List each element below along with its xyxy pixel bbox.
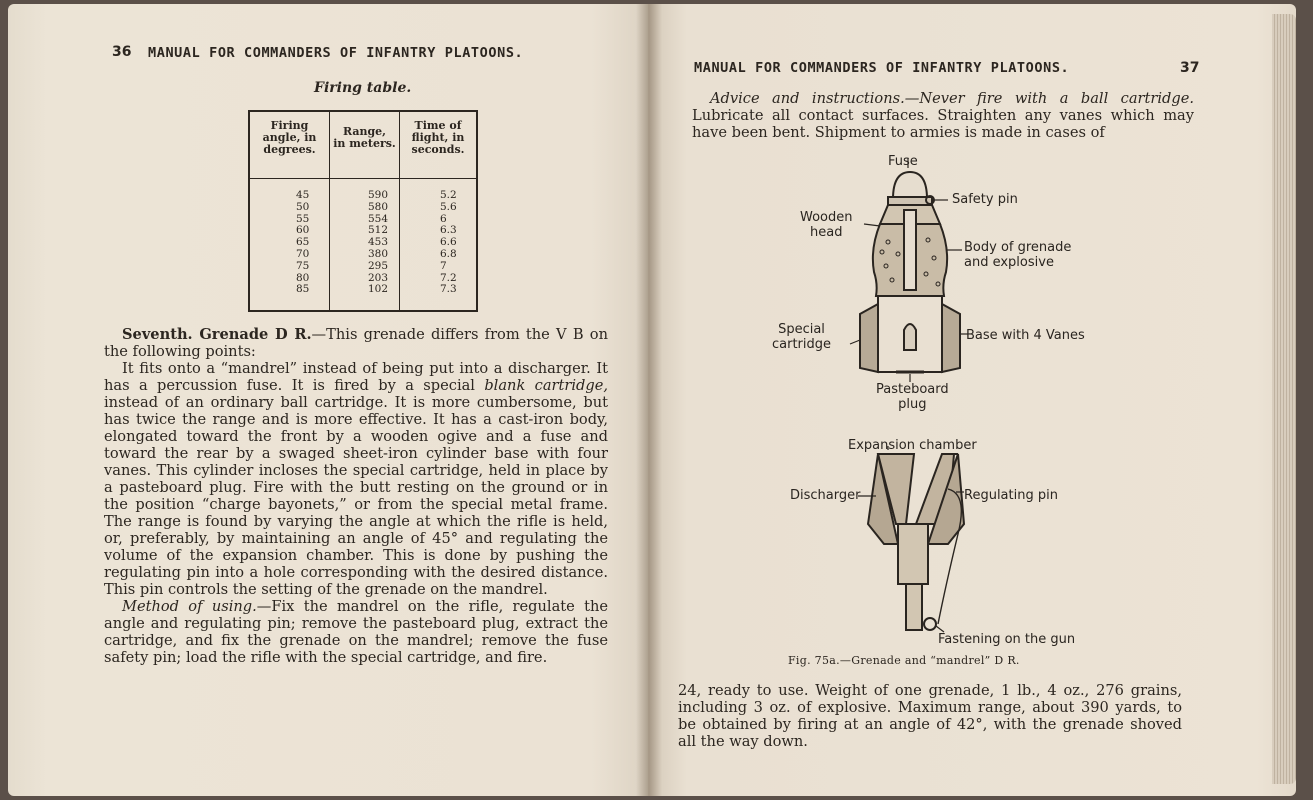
right-page-number: 37 (1180, 60, 1200, 76)
label-safety-pin: Safety pin (952, 192, 1018, 207)
table-cell: 45 (296, 189, 310, 201)
label-expansion-chamber: Expansion chamber (848, 438, 977, 453)
table-cell: 5.2 (440, 189, 457, 201)
section-intro: —This grenade differs from the V B on the following points: (104, 326, 608, 360)
label-regulating-pin: Regulating pin (964, 488, 1058, 503)
label-body: Body of grenade and explosive (964, 240, 1072, 270)
section-heading: Seventh. Grenade D R. (122, 326, 312, 343)
angle-header: Firing angle, in degrees. (262, 119, 317, 156)
table-cell: 70 (296, 247, 310, 260)
firing-table (248, 110, 478, 312)
advice-text: Lubricate all contact surfaces. Straighten any vanes which may have been bent. Shipment to armies is made in cases of (692, 107, 1194, 141)
table-cell: 7.2 (440, 271, 457, 284)
right-running-head: MANUAL FOR COMMANDERS OF INFANTRY PLATOONS. (694, 60, 1070, 76)
time-column (400, 112, 476, 310)
table-cell: 75 (296, 259, 310, 272)
label-base: Base with 4 Vanes (966, 328, 1085, 343)
table-cell: 590 (368, 189, 389, 201)
left-running-head: MANUAL FOR COMMANDERS OF INFANTRY PLATOONS. (148, 45, 524, 61)
page-edges (1272, 14, 1296, 784)
para1-b: instead of an ordinary ball cartridge. It is more cumbersome, but has twice the range and is more effective. It has a cast-iron body, elongated toward the front by a wooden ogive and a fuse and toward the rear by a swaged sheet-iron cylinder base with four vanes. This cylinder incloses the special cartridge, held in place by a pasteboard plug. Fire with the butt resting on the ground or in the position “charge bayonets,” or from the special metal frame. The range is found by varying the angle at which the rifle is held, or, preferably, by maintaining an angle of 45° and regulating the volume of the expansion chamber. This is done by pushing the regulating pin into a hole corresponding with the desired distance. This pin controls the setting of the grenade on the mandrel. (104, 394, 608, 598)
table-cell: 580 (368, 200, 389, 213)
table-cell: 203 (368, 271, 389, 284)
left-page (8, 4, 656, 796)
label-wooden-head: Wooden head (800, 210, 853, 240)
para1-italic: blank cartridge, (484, 377, 608, 394)
table-cell: 55 (296, 212, 310, 225)
range-header: Range, in meters. (333, 125, 396, 150)
angle-column (250, 112, 330, 310)
time-header: Time of flight, in seconds. (411, 119, 465, 156)
table-cell: 6.8 (440, 247, 457, 260)
firing-table-title: Firing table. (314, 80, 412, 96)
table-cell: 65 (296, 236, 310, 249)
label-fuse: Fuse (888, 154, 918, 169)
range-column (330, 112, 400, 310)
angle-values (296, 190, 309, 296)
table-header-rule (250, 178, 476, 179)
table-cell: 60 (296, 224, 310, 237)
table-cell: 554 (368, 212, 389, 225)
figure-caption: Fig. 75a.—Grenade and “mandrel” D R. (788, 654, 1020, 667)
table-cell: 512 (368, 224, 389, 237)
bottom-paragraph: 24, ready to use. Weight of one grenade, 1 lb., 4 oz., 276 grains, including 3 oz. of explosive. Maximum range, about 390 yards, to be obtained by firing at an angle of 42°, with the grenade shoved all the way down. (678, 682, 1182, 750)
table-cell: 7 (440, 259, 447, 272)
table-cell: 7.3 (440, 283, 457, 296)
table-cell: 85 (296, 283, 310, 296)
right-bottom-text (678, 682, 1182, 750)
label-special-cartridge: Special cartridge (772, 322, 832, 352)
label-fastening: Fastening on the gun (938, 632, 1076, 647)
table-cell: 6.3 (440, 224, 457, 237)
table-cell: 80 (296, 271, 310, 284)
table-cell: 102 (368, 283, 389, 296)
label-discharger: Discharger (790, 488, 861, 503)
fuse-cap-icon (893, 172, 927, 199)
table-cell: 5.6 (440, 200, 457, 213)
open-book (8, 4, 1306, 796)
method-heading: Method of using. (122, 598, 257, 615)
table-cell: 380 (368, 247, 389, 260)
table-cell: 453 (368, 236, 389, 249)
left-page-number: 36 (112, 44, 132, 60)
left-body-text (104, 326, 608, 666)
table-cell: 295 (368, 259, 389, 272)
para1-a: It fits onto a “mandrel” instead of being put into a discharger. It has a percussion fuse. It is fired by a special (104, 360, 608, 394)
time-values (440, 190, 457, 296)
table-cell: 50 (296, 200, 310, 213)
table-cell: 6 (440, 212, 447, 225)
right-top-text (692, 90, 1194, 141)
label-plug: Pasteboard plug (876, 382, 949, 412)
book-gutter (636, 4, 662, 796)
table-cell: 6.6 (440, 236, 457, 249)
range-values (368, 190, 388, 296)
advice-heading: Advice and instructions.—Never fire with a ball cartridge. (710, 90, 1194, 107)
method-text: —Fix the mandrel on the rifle, regulate the angle and regulating pin; remove the pasteboard plug, extract the cartridge, and fix the grenade on the mandrel; remove the fuse safety pin; load the rifle with the special cartridge, and fire. (104, 598, 609, 666)
